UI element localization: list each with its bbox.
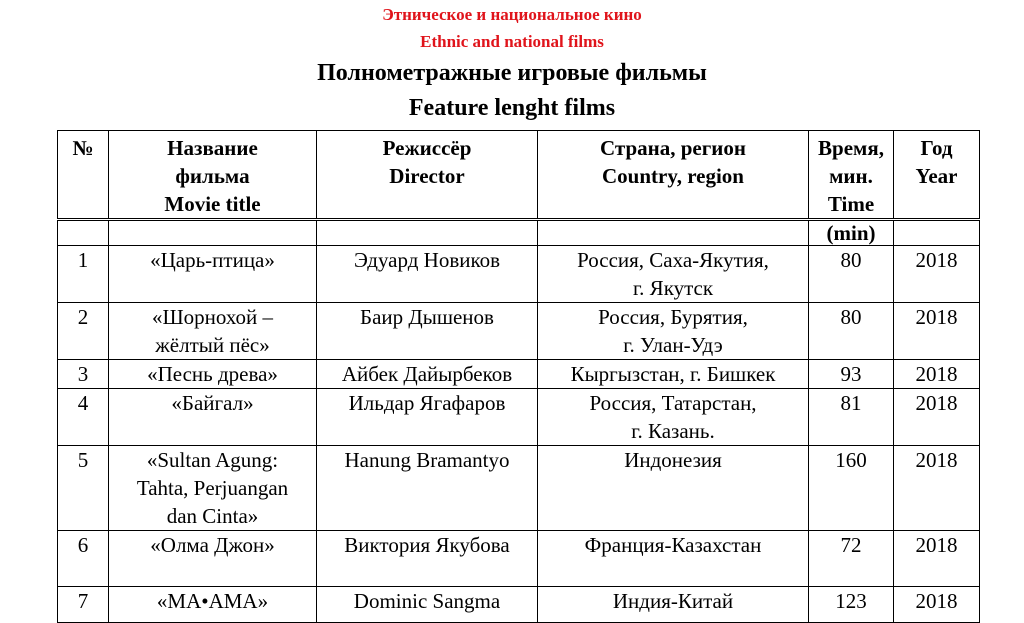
year: 2018 [894, 246, 980, 303]
table-header-row [58, 131, 980, 220]
films-table [57, 130, 980, 623]
runtime: 80 [809, 303, 894, 360]
row-number: 1 [58, 246, 109, 303]
runtime: 123 [809, 587, 894, 623]
table-row [58, 360, 980, 389]
runtime: 93 [809, 360, 894, 389]
director-name: Эдуард Новиков [317, 246, 538, 303]
country-region: Россия, Бурятия, г. Улан-Удэ [538, 303, 809, 360]
runtime: 72 [809, 531, 894, 587]
director-name: Hanung Bramantyo [317, 446, 538, 531]
category-title-en: Feature lenght films [408, 95, 616, 121]
row-number: 4 [58, 389, 109, 446]
runtime: 80 [809, 246, 894, 303]
table-row [58, 303, 980, 360]
runtime: 160 [809, 446, 894, 531]
table-row [58, 446, 980, 531]
row-number: 7 [58, 587, 109, 623]
row-number: 2 [58, 303, 109, 360]
table-row [58, 587, 980, 623]
col-header-year: Год Year [894, 131, 980, 220]
section-title-en: Ethnic and national films [420, 32, 604, 51]
runtime: 81 [809, 389, 894, 446]
country-region: Франция-Казахстан [538, 531, 809, 587]
year: 2018 [894, 303, 980, 360]
movie-title: «Олма Джон» [109, 531, 317, 587]
year: 2018 [894, 389, 980, 446]
col-header-director: Режиссёр Director [317, 131, 538, 220]
country-region: Россия, Саха-Якутия, г. Якутск [538, 246, 809, 303]
movie-title: «Шорнохой – жёлтый пёс» [109, 303, 317, 360]
table-row [58, 246, 980, 303]
country-region: Индонезия [538, 446, 809, 531]
movie-title: «Царь-птица» [109, 246, 317, 303]
time-unit-label: (min) [809, 220, 894, 246]
year: 2018 [894, 446, 980, 531]
director-name: Айбек Дайырбеков [317, 360, 538, 389]
category-title-ru: Полнометражные игровые фильмы [317, 60, 707, 86]
country-region: Кыргызстан, г. Бишкек [538, 360, 809, 389]
country-region: Россия, Татарстан, г. Казань. [538, 389, 809, 446]
director-name: Dominic Sangma [317, 587, 538, 623]
row-number: 3 [58, 360, 109, 389]
col-header-title: Название фильма Movie title [109, 131, 317, 220]
movie-title: «МА•АМА» [109, 587, 317, 623]
director-name: Ильдар Ягафаров [317, 389, 538, 446]
row-number: 6 [58, 531, 109, 587]
col-header-country: Страна, регион Country, region [538, 131, 809, 220]
year: 2018 [894, 587, 980, 623]
director-name: Виктория Якубова [317, 531, 538, 587]
col-header-time: Время, мин. Time [809, 131, 894, 220]
col-header-number: № [58, 131, 109, 220]
year: 2018 [894, 531, 980, 587]
director-name: Баир Дышенов [317, 303, 538, 360]
movie-title: «Sultan Agung: Tahta, Perjuangan dan Cinta» [109, 446, 317, 531]
year: 2018 [894, 360, 980, 389]
table-row [58, 531, 980, 587]
table-row [58, 389, 980, 446]
country-region: Индия-Китай [538, 587, 809, 623]
row-number: 5 [58, 446, 109, 531]
movie-title: «Байгал» [109, 389, 317, 446]
section-title-ru: Этническое и национальное кино [382, 5, 642, 24]
table-header-subrow [58, 220, 980, 246]
movie-title: «Песнь древа» [109, 360, 317, 389]
